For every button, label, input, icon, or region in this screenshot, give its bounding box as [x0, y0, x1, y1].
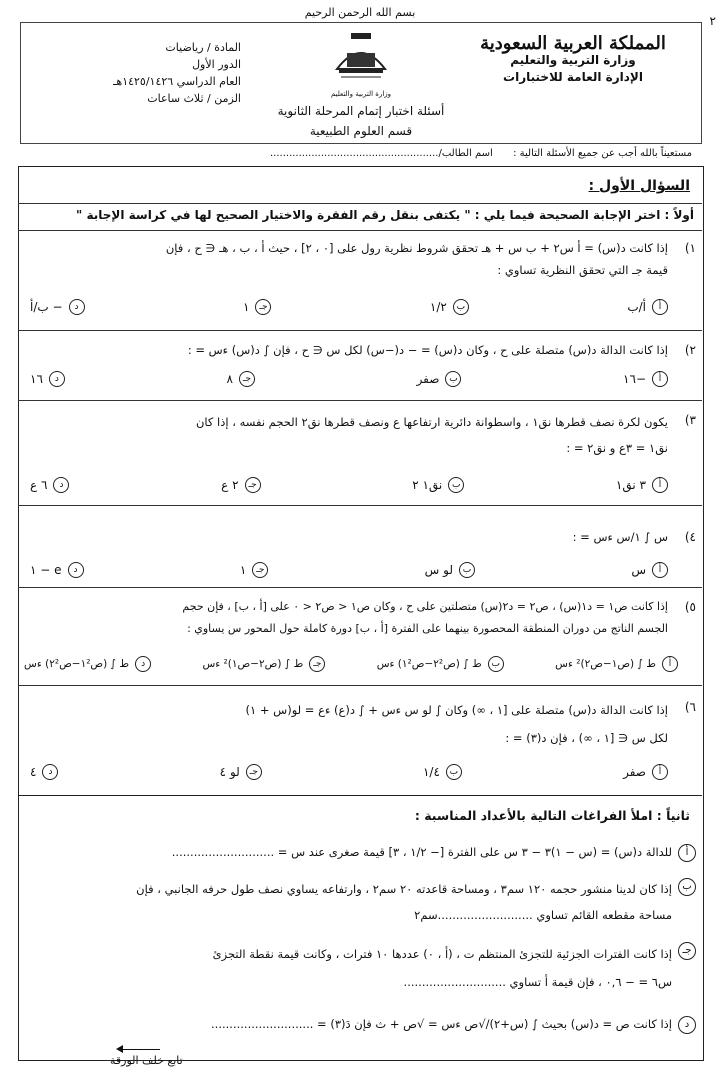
question-item-6 [18, 685, 702, 796]
exam-time: الزمن / ثلاث ساعات [147, 92, 241, 105]
fill-item-b [18, 872, 702, 928]
question-number: ٤) [684, 530, 696, 544]
option-letter: ب [459, 562, 475, 578]
options-row [30, 562, 668, 578]
exam-title-block [246, 29, 476, 138]
option-text: ١ [243, 300, 250, 314]
option-b[interactable] [430, 299, 469, 315]
options-row [30, 477, 668, 493]
option-d[interactable] [30, 764, 58, 780]
options-row [24, 656, 678, 672]
question-item-5 [18, 587, 702, 686]
option-a[interactable] [627, 299, 668, 315]
option-d[interactable] [30, 477, 69, 493]
item-label: جـ [678, 942, 696, 960]
question-number: ٥) [684, 600, 696, 614]
option-c[interactable] [227, 371, 255, 387]
option-c[interactable] [221, 477, 260, 493]
round: الدور الأول [192, 58, 241, 71]
option-text: ط ∫ (ص٢−ص١)² ءس [202, 658, 304, 670]
option-b[interactable] [425, 562, 475, 578]
options-row [30, 299, 668, 315]
option-letter: د [53, 477, 69, 493]
divider [18, 795, 702, 796]
option-text: e − ١ [30, 563, 62, 577]
question-line: نق١ = ٣ع و نق٢ = : [566, 441, 668, 455]
option-text: − ب/ﺃ [30, 300, 63, 314]
option-letter: ﺃ [662, 656, 678, 672]
option-text: ط ∫ (ص١−ص٢)² ءس [555, 658, 656, 670]
option-text: ١ [239, 563, 247, 577]
option-letter: د [42, 764, 58, 780]
option-a[interactable] [623, 764, 668, 780]
question-number: ٣) [684, 413, 696, 427]
option-b[interactable] [423, 764, 462, 780]
question-item-4 [18, 505, 702, 588]
subject: المادة / رياضيات [165, 41, 241, 54]
option-d[interactable] [30, 299, 85, 315]
option-text: ط ∫ (ص٢²−ص١²) ءس [376, 658, 482, 670]
item-label: ﺃ [678, 844, 696, 862]
fill-line: س٦ = − ٠,٦ ، فإن قيمة ﺃ تساوي ............................ [403, 975, 672, 989]
option-text: صفر [416, 372, 440, 386]
option-letter: د [68, 562, 84, 578]
student-name-field: اسم الطالب/..................................................... [270, 148, 493, 159]
option-text: لو ٤ [219, 765, 240, 779]
option-letter: جـ [309, 656, 325, 672]
exam-title: أسئلة اختبار إتمام المرحلة الثانوية [277, 104, 445, 118]
option-b[interactable] [417, 371, 462, 387]
question-text [26, 339, 668, 361]
fill-line: مساحة مقطعه القائم تساوي ..........................سم٢ [414, 908, 672, 922]
part-a-instruction: أولاً : اختر الإجابة الصحيحة فيما يلي : " يكتفى بنقل رقم الفقرة والاختيار الصحيح لها في كراسة الإجابة " [76, 208, 694, 222]
question-text [26, 696, 668, 752]
option-letter: ب [445, 371, 461, 387]
divider [18, 203, 702, 204]
question-line: يكون لكرة نصف قطرها نق١ ، واسطوانة دائرية ارتفاعها ع ونصف قطرها نق٢ الحجم نفسه ، إذا كان [195, 415, 668, 429]
item-label: د [678, 1016, 696, 1034]
question-line: إذا كانت د(س) = ﺃ س٢ + ب س + هـ تحقق شروط نظرية رول على [٠ ، ٢] ، حيث ﺃ ، ب ، هـ ∈ ح ، فإن [165, 241, 668, 255]
option-letter: جـ [246, 764, 262, 780]
question-line: الجسم الناتج من دوران المنطقة المحصورة بينهما على الفترة [ﺃ ، ب] دورة كاملة حول المحور س يساوي : [187, 622, 668, 635]
option-c[interactable] [240, 562, 268, 578]
option-letter: ب [446, 764, 462, 780]
option-letter: جـ [245, 477, 261, 493]
option-d[interactable] [24, 656, 151, 672]
option-letter: د [135, 656, 151, 672]
arrow-head-icon [116, 1045, 123, 1053]
q1-title: السؤال الأول : [588, 178, 690, 194]
fill-item-a [18, 838, 702, 866]
kingdom-name: المملكة العربية السعودية [480, 33, 666, 54]
option-text: لو س [424, 563, 453, 577]
exam-info-block [41, 39, 241, 107]
question-item-2 [18, 330, 702, 401]
option-letter: جـ [255, 299, 271, 315]
instruction-text: مستعيناً بالله أجب عن جميع الأسئلة التالية : [513, 148, 692, 159]
option-letter: د [69, 299, 85, 315]
dept-name: الإدارة العامة للاختبارات [503, 70, 643, 84]
option-letter: جـ [239, 371, 255, 387]
ministry-block [473, 35, 673, 86]
option-text: ط ∫ (ص١²−ص٢²) ءس [24, 658, 130, 670]
fill-text [30, 940, 672, 996]
option-letter: ﺃ [652, 299, 668, 315]
option-text: ١/٢ [429, 300, 447, 314]
option-letter: ﺃ [652, 764, 668, 780]
question-number: ٦) [684, 700, 696, 714]
academic-year: العام الدراسي ١٤٢٥/١٤٢٦هـ [113, 75, 241, 88]
option-b[interactable] [412, 477, 464, 493]
ministry-logo [329, 29, 393, 87]
question-text [26, 237, 668, 281]
fill-line: إذا كانت الفترات الجزئية للتجزئ المنتظم ت ، (ﺃ ، ٠) عددها ١٠ فترات ، وكانت قيمة نقطة التجزئ [212, 947, 672, 961]
question-text [26, 596, 668, 640]
question-item-3 [18, 400, 702, 506]
section-name: قسم العلوم الطبيعية [309, 124, 413, 138]
question-line: قيمة جـ التي تحقق النظرية تساوي : [497, 263, 668, 277]
part-b-title: ثانياً : املأ الفراغات التالية بالأعداد المناسبة : [414, 808, 690, 823]
option-d[interactable] [30, 562, 84, 578]
question-text [26, 526, 668, 548]
question-item-1 [18, 230, 702, 331]
option-text: صفر [623, 765, 646, 779]
option-text: ﺃ/ب [627, 300, 646, 314]
option-text: س [631, 563, 646, 577]
option-a[interactable] [631, 562, 668, 578]
option-text: ٤ [30, 765, 37, 779]
page-mark: ٢ [709, 14, 716, 28]
basmala: بسم الله الرحمن الرحيم [304, 6, 416, 19]
option-c[interactable] [202, 656, 325, 672]
exam-header [20, 22, 702, 144]
option-d[interactable] [30, 371, 65, 387]
fill-line: إذا كان لدينا منشور حجمه ١٢٠ سم٣ ، ومساحة قاعدته ٢٠ سم٢ ، وارتفاعه يساوي نصف طول حرفه الجانبي ، فإن [136, 882, 672, 896]
options-row [30, 764, 668, 780]
option-letter: ب [488, 656, 504, 672]
option-text: ٦ ع [30, 478, 48, 492]
option-letter: ب [453, 299, 469, 315]
option-a[interactable] [616, 477, 668, 493]
fill-text: للدالة د(س) = (س − ١)٣ − ٣ س على الفترة [− ١/٢ ، ٣] قيمة صغرى عند س = ............................ [171, 845, 672, 859]
option-text: ١/٤ [422, 765, 440, 779]
options-row [30, 371, 668, 387]
option-text: ٨ [226, 372, 233, 386]
option-text: −١٦ [623, 372, 646, 386]
fill-item-c [18, 936, 702, 996]
option-c[interactable] [243, 299, 271, 315]
option-text: ٣ نق١ [615, 478, 646, 492]
question-number: ٢) [684, 343, 696, 357]
question-line: س ∫ ١/س ءس = : [572, 530, 668, 544]
option-letter: ﺃ [652, 477, 668, 493]
option-letter: ﺃ [652, 562, 668, 578]
fill-text: إذا كانت ص = د(س) بحيث ∫ (س+٢)/√ص ءس = √ص + ث فإن دَ(٣) = ............................ [211, 1017, 672, 1031]
fill-text [30, 876, 672, 928]
option-letter: ﺃ [652, 371, 668, 387]
option-text: ١٦ [30, 372, 43, 386]
option-text: نق١ ٢ [412, 478, 443, 492]
continue-note: تابع خلف الورقة [110, 1054, 183, 1067]
question-line: إذا كانت الدالة د(س) متصلة على ح ، وكان د(س) = − د(−س) لكل س ∈ ح ، فإن ∫ د(س) ءس = : [187, 343, 668, 357]
question-number: ١) [684, 241, 696, 255]
fill-item-d [18, 1008, 702, 1042]
question-line: إذا كانت الدالة د(س) متصلة على [١ ، ∞) وكان ∫ لو س ءس + ∫ د(ع) ءع = لو(س + ١) [245, 703, 668, 717]
option-b[interactable] [377, 656, 504, 672]
option-a[interactable] [555, 656, 678, 672]
logo-caption: وزارة التربية والتعليم [330, 90, 392, 98]
option-a[interactable] [623, 371, 668, 387]
option-letter: ب [448, 477, 464, 493]
option-letter: د [49, 371, 65, 387]
question-line: لكل س ∈ [١ ، ∞) ، فإن د(٣) = : [505, 731, 668, 745]
item-label: ب [678, 878, 696, 896]
option-letter: جـ [252, 562, 268, 578]
question-text [26, 409, 668, 461]
continue-arrow-icon [118, 1049, 160, 1050]
ministry-name: وزارة التربية والتعليم [510, 53, 636, 67]
question-line: إذا كانت ص١ = د١(س) ، ص٢ = د٢(س) متصلتين على ح ، وكان ص١ < ص٢ < ٠ على [ﺃ ، ب] ، فإن حجم [182, 600, 668, 613]
option-c[interactable] [220, 764, 262, 780]
option-text: ٢ ع [221, 478, 239, 492]
